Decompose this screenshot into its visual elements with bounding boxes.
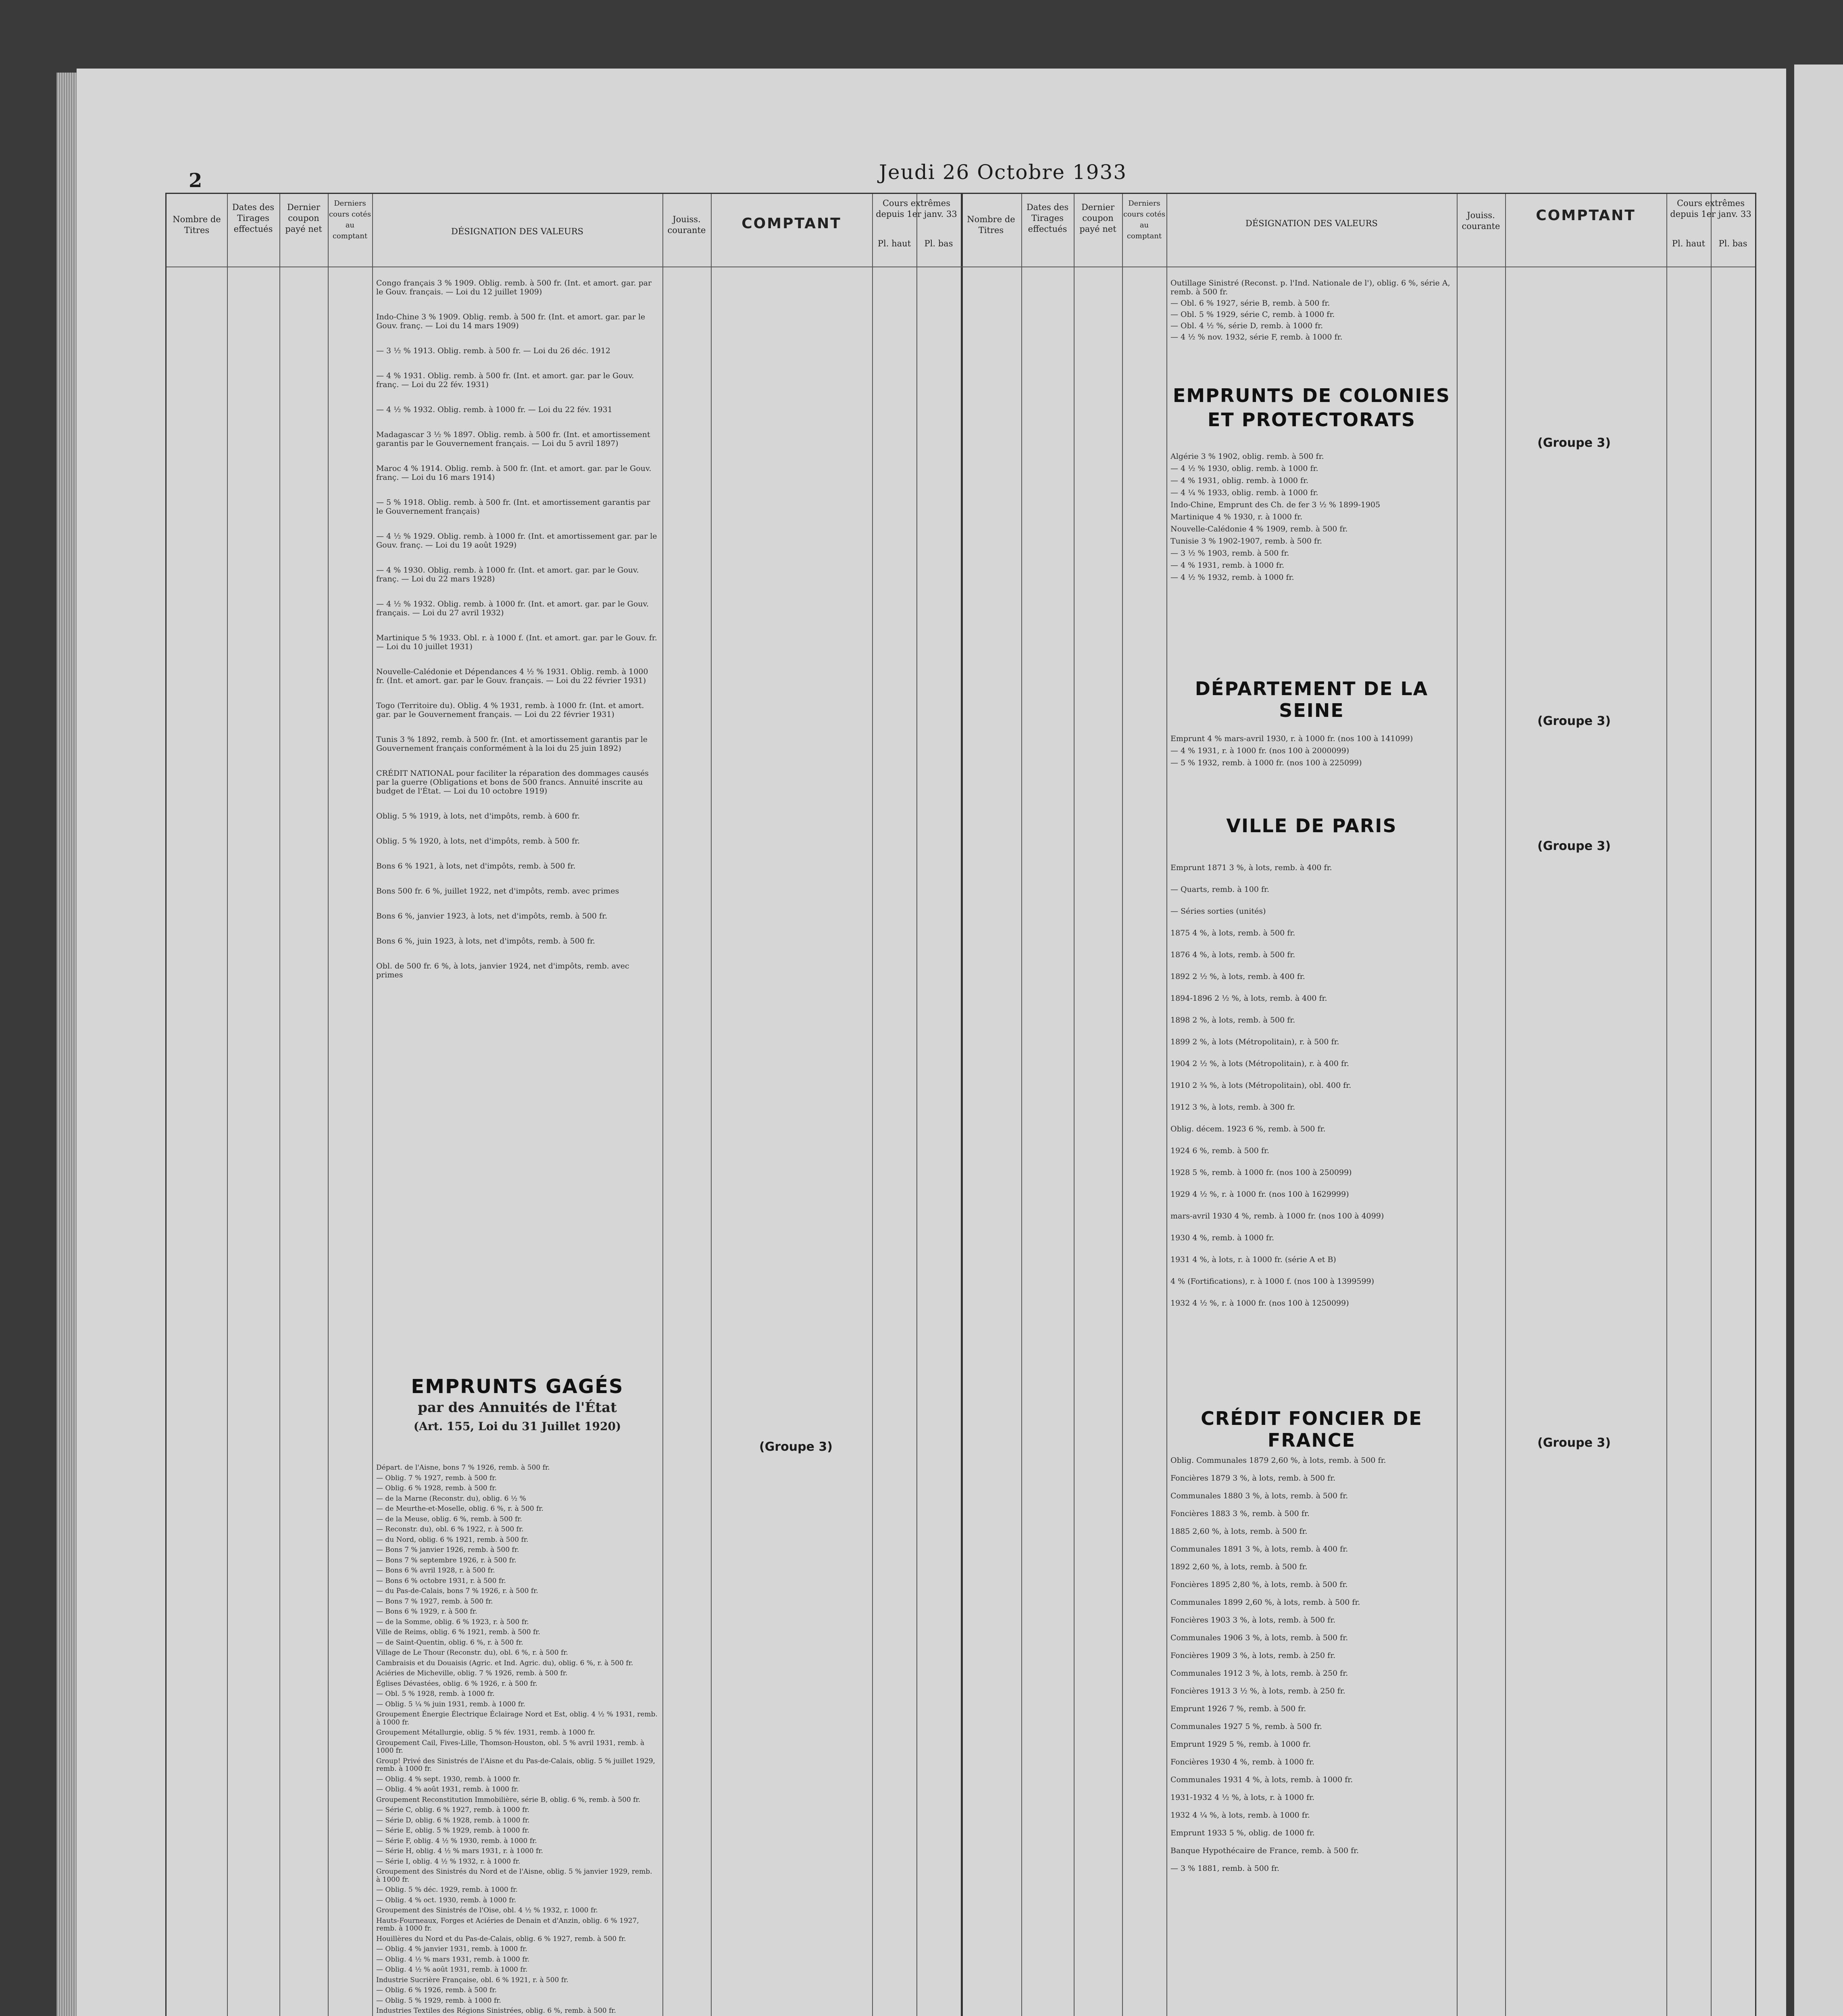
header-extremes-right: Cours extrêmes depuis 1er janv. 33 — [1670, 198, 1751, 219]
designation-entry: Foncières 1913 3 ½ %, à lots, remb. à 250 fr. — [1170, 1687, 1345, 1695]
designation-entry: Emprunt 1871 3 %, à lots, remb. à 400 fr. — [1170, 863, 1332, 872]
designation-entry: — 5 % 1932, remb. à 1000 fr. (nos 100 à 225099) — [1170, 758, 1362, 767]
designation-entry: 4 % (Fortifications), r. à 1000 f. (nos 100 à 1399599) — [1170, 1277, 1374, 1286]
designation-entry: 1932 4 ½ %, r. à 1000 fr. (nos 100 à 1250099) — [1170, 1299, 1349, 1308]
section-seine: DÉPARTEMENT DE LA SEINE — [1195, 678, 1429, 721]
designation-entry: — Bons 7 % septembre 1926, r. à 500 fr. — [376, 1556, 516, 1564]
designation-entry: Communales 1931 4 %, à lots, remb. à 1000 fr. — [1170, 1775, 1353, 1784]
designation-entry: — 4 ½ % 1932. Oblig. remb. à 1000 fr. (Int. et amort. gar. par le Gouv. français. — Loi du 27 avril 1932) — [376, 600, 649, 617]
designation-entry: — Oblig. 6 % 1926, remb. à 500 fr. — [376, 1986, 497, 1994]
header-plbas: Pl. bas — [924, 239, 953, 248]
designation-entry: — Oblig. 4 % oct. 1930, remb. à 1000 fr. — [376, 1896, 516, 1904]
designation-entry: — Bons 6 % octobre 1931, r. à 500 fr. — [376, 1577, 506, 1585]
header-plhaut: Pl. haut — [877, 239, 911, 248]
quotation-table — [165, 193, 1756, 2016]
designation-entry: 1898 2 %, à lots, remb. à 500 fr. — [1170, 1016, 1295, 1025]
designation-entry: Emprunt 1929 5 %, remb. à 1000 fr. — [1170, 1740, 1311, 1749]
designation-entry: — Oblig. 4 ½ % mars 1931, remb. à 1000 fr. — [376, 1955, 530, 1964]
designation-entry: 1930 4 %, remb. à 1000 fr. — [1170, 1233, 1274, 1242]
designation-entry: — Série F, oblig. 4 ½ % 1930, remb. à 1000 fr. — [376, 1837, 537, 1845]
designation-entry: — 4 % 1931, oblig. remb. à 1000 fr. — [1170, 476, 1309, 485]
designation-entry: Ville de Reims, oblig. 6 % 1921, remb. à 500 fr. — [376, 1628, 540, 1636]
designation-entry: 1894-1896 2 ½ %, à lots, remb. à 400 fr. — [1170, 994, 1327, 1003]
designation-entry: Algérie 3 % 1902, oblig. remb. à 500 fr. — [1170, 452, 1324, 461]
page-number: 2 — [189, 169, 202, 192]
designation-entry: 1892 2 ½ %, à lots, remb. à 400 fr. — [1170, 972, 1305, 981]
designation-entry: Foncières 1895 2,80 %, à lots, remb. à 500 fr. — [1170, 1580, 1348, 1589]
designation-entry: — 3 ½ % 1913. Oblig. remb. à 500 fr. — Loi du 26 déc. 1912 — [376, 346, 610, 355]
designation-entry: — Oblig. 4 % sept. 1930, remb. à 1000 fr. — [376, 1775, 521, 1783]
designation-entry: Communales 1912 3 %, à lots, remb. à 250 fr. — [1170, 1669, 1348, 1678]
designation-entry: — Oblig. 4 % janvier 1931, remb. à 1000 fr. — [376, 1945, 527, 1953]
designation-entry: — Oblig. 4 ½ % août 1931, remb. à 1000 fr. — [376, 1966, 528, 1974]
section-emprunts-gages-sub: par des Annuités de l'État — [418, 1400, 617, 1416]
designation-entry: — de la Marne (Reconstr. du), oblig. 6 ½ % — [376, 1494, 526, 1503]
designation-entry: — 4 ½ % nov. 1932, série F, remb. à 1000 fr. — [1170, 333, 1343, 342]
designation-entry: — Série C, oblig. 6 % 1927, remb. à 1000 fr. — [376, 1806, 530, 1814]
designation-entry: 1924 6 %, remb. à 500 fr. — [1170, 1146, 1269, 1155]
designation-entry: 1892 2,60 %, à lots, remb. à 500 fr. — [1170, 1562, 1308, 1571]
designation-entry: — de Meurthe-et-Moselle, oblig. 6 %, r. à 500 fr. — [376, 1505, 544, 1513]
designation-entry: — Bons 7 % 1927, remb. à 500 fr. — [376, 1597, 493, 1606]
header-derniers-right: Derniers cours cotés au comptant — [1123, 199, 1166, 240]
designation-entry: — Obl. 5 % 1929, série C, remb. à 1000 fr. — [1170, 310, 1335, 319]
designation-entry: Outillage Sinistré (Reconst. p. l'Ind. Nationale de l'), oblig. 6 %, série A, remb. à 500 fr. — [1170, 279, 1450, 296]
designation-entry: Madagascar 3 ½ % 1897. Oblig. remb. à 500 fr. (Int. et amortissement garantis par le Gouvernement français. — Loi du 5 avril 1897) — [376, 430, 650, 448]
designation-entry: Aciéries de Micheville, oblig. 7 % 1926, remb. à 500 fr. — [376, 1669, 568, 1677]
designation-entry: — 4 ½ % 1930, oblig. remb. à 1000 fr. — [1170, 464, 1318, 473]
header-dates-right: Dates des Tirages effectués — [1026, 202, 1069, 234]
designation-entry: 1899 2 %, à lots (Métropolitain), r. à 500 fr. — [1170, 1037, 1339, 1046]
designation-entry: 1910 2 ¾ %, à lots (Métropolitain), obl. 400 fr. — [1170, 1081, 1352, 1090]
designation-entry: Oblig. 5 % 1920, à lots, net d'impôts, remb. à 500 fr. — [376, 837, 580, 846]
designation-entry: Tunisie 3 % 1902-1907, remb. à 500 fr. — [1170, 537, 1322, 546]
designation-entry: 1904 2 ½ %, à lots (Métropolitain), r. à 400 fr. — [1170, 1059, 1349, 1068]
designation-entry: Groupement Énergie Électrique Éclairage Nord et Est, oblig. 4 ½ % 1931, remb. à 1000 fr. — [376, 1710, 658, 1727]
header-nombre-right: Nombre de Titres — [967, 215, 1015, 235]
designation-entry: Groupement Reconstitution Immobilière, série B, oblig. 6 %, remb. à 500 fr. — [376, 1795, 641, 1804]
designation-entry: Églises Dévastées, oblig. 6 % 1926, r. à 500 fr. — [376, 1679, 537, 1688]
designation-entry: — de la Somme, oblig. 6 % 1923, r. à 500 fr. — [376, 1618, 529, 1626]
designation-entry: — du Nord, oblig. 6 % 1921, remb. à 500 fr. — [376, 1535, 529, 1544]
designation-entry: Communales 1891 3 %, à lots, remb. à 400 fr. — [1170, 1545, 1348, 1554]
designation-entry: 1928 5 %, remb. à 1000 fr. (nos 100 à 250099) — [1170, 1168, 1352, 1177]
designation-entry: Bons 6 %, janvier 1923, à lots, net d'impôts, remb. à 500 fr. — [376, 912, 608, 921]
right-groupe-colonies: (Groupe 3) — [1537, 436, 1611, 450]
designation-entry: Bons 6 % 1921, à lots, net d'impôts, remb. à 500 fr. — [376, 862, 576, 871]
designation-entry: Foncières 1903 3 %, à lots, remb. à 500 fr. — [1170, 1616, 1336, 1624]
designation-entry: 1875 4 %, à lots, remb. à 500 fr. — [1170, 929, 1295, 937]
section-emprunts-gages: EMPRUNTS GAGÉS — [411, 1375, 624, 1398]
header-plhaut-right: Pl. haut — [1672, 239, 1706, 248]
designation-entry: — 3 % 1881, remb. à 500 fr. — [1170, 1864, 1280, 1873]
designation-entry: — 4 % 1931, r. à 1000 fr. (nos 100 à 2000099) — [1170, 746, 1349, 755]
left-groupe-label: (Groupe 3) — [759, 1440, 833, 1454]
designation-entry: Oblig. Communales 1879 2,60 %, à lots, remb. à 500 fr. — [1170, 1456, 1386, 1465]
designation-entry: Foncières 1909 3 %, à lots, remb. à 250 fr. — [1170, 1651, 1336, 1660]
designation-entry: Houillères du Nord et du Pas-de-Calais, oblig. 6 % 1927, remb. à 500 fr. — [376, 1935, 626, 1943]
designation-entry: — Bons 7 % janvier 1926, remb. à 500 fr. — [376, 1546, 519, 1554]
designation-entry: — du Pas-de-Calais, bons 7 % 1926, r. à 500 fr. — [376, 1587, 538, 1595]
designation-entry: — 3 ½ % 1903, remb. à 500 fr. — [1170, 549, 1289, 558]
designation-entry: Togo (Territoire du). Oblig. 4 % 1931, remb. à 1000 fr. (Int. et amort. gar. par le Gouvernement français. — Loi du 22 février 1931) — [376, 701, 644, 719]
section-emprunts-gages-note: (Art. 155, Loi du 31 Juillet 1920) — [413, 1420, 621, 1433]
designation-entry: — Quarts, remb. à 100 fr. — [1170, 885, 1270, 894]
designation-entry: Obl. de 500 fr. 6 %, à lots, janvier 1924, net d'impôts, remb. avec primes — [376, 962, 629, 979]
header-nombre: Nombre de Titres — [173, 215, 221, 235]
designation-entry: 1929 4 ½ %, r. à 1000 fr. (nos 100 à 1629999) — [1170, 1190, 1349, 1199]
next-page-edge — [1794, 65, 1843, 2016]
designation-entry: Martinique 5 % 1933. Obl. r. à 1000 f. (Int. et amort. gar. par le Gouv. fr. — Loi du 10 juillet 1931) — [376, 633, 657, 651]
designation-entry: — Bons 6 % avril 1928, r. à 500 fr. — [376, 1566, 495, 1574]
designation-entry: — Obl. 4 ½ %, série D, remb. à 1000 fr. — [1170, 321, 1323, 330]
designation-entry: Groupement des Sinistrés de l'Oise, obl. 4 ½ % 1932, r. 1000 fr. — [376, 1906, 598, 1914]
designation-entry: Foncières 1879 3 %, à lots, remb. à 500 fr. — [1170, 1474, 1336, 1483]
designation-entry: — Oblig. 5 % 1929, remb. à 1000 fr. — [376, 1996, 501, 2005]
designation-entry: Indo-Chine 3 % 1909. Oblig. remb. à 500 fr. (Int. et amort. gar. par le Gouv. franç. — Loi du 14 mars 1909) — [376, 312, 646, 330]
designation-entry: — Reconstr. du), obl. 6 % 1922, r. à 500 fr. — [376, 1525, 524, 1533]
header-derniers: Derniers cours cotés au comptant — [329, 199, 371, 240]
designation-entry: 1931 4 %, à lots, r. à 1000 fr. (série A et B) — [1170, 1255, 1336, 1264]
designation-entry: 1876 4 %, à lots, remb. à 500 fr. — [1170, 950, 1295, 959]
designation-entry: Emprunt 1926 7 %, remb. à 500 fr. — [1170, 1704, 1306, 1713]
designation-entry: — 4 ½ % 1932. Oblig. remb. à 1000 fr. — Loi du 22 fév. 1931 — [376, 405, 612, 414]
designation-entry: — Obl. 6 % 1927, série B, remb. à 500 fr. — [1170, 299, 1330, 308]
right-groupe-seine: (Groupe 3) — [1537, 714, 1611, 728]
designation-entry: — 4 ½ % 1929. Oblig. remb. à 1000 fr. (Int. et amortissement gar. par le Gouv. franç. — Loi du 19 août 1929) — [376, 532, 657, 550]
designation-entry: Communales 1880 3 %, à lots, remb. à 500 fr. — [1170, 1491, 1348, 1500]
designation-entry: Group! Privé des Sinistrés de l'Aisne et du Pas-de-Calais, oblig. 5 % juillet 1929, remb. à 1000 fr. — [376, 1757, 655, 1773]
header-jouiss-right: Jouiss. courante — [1462, 210, 1500, 231]
designation-entry: Nouvelle-Calédonie 4 % 1909, remb. à 500 fr. — [1170, 525, 1348, 533]
right-foncier-list — [1170, 1456, 1453, 2016]
right-colonies-list — [1170, 452, 1453, 629]
designation-entry: 1931-1932 4 ½ %, à lots, r. à 1000 fr. — [1170, 1793, 1315, 1802]
designation-entry: — Oblig. 7 % 1927, remb. à 500 fr. — [376, 1474, 497, 1482]
book-spine — [56, 73, 79, 2016]
header-designation: DÉSIGNATION DES VALEURS — [451, 227, 583, 236]
designation-entry: — Bons 6 % 1929, r. à 500 fr. — [376, 1608, 477, 1616]
section-foncier: CRÉDIT FONCIER DE FRANCE — [1201, 1408, 1422, 1451]
designation-entry: Congo français 3 % 1909. Oblig. remb. à 500 fr. (Int. et amort. gar. par le Gouv. français. — Loi du 12 juillet 1909) — [376, 279, 652, 296]
designation-entry: Industries Textiles des Régions Sinistrées, oblig. 6 %, remb. à 500 fr. — [376, 2007, 616, 2015]
designation-entry: 1932 4 ¼ %, à lots, remb. à 1000 fr. — [1170, 1811, 1310, 1820]
designation-entry: Communales 1906 3 %, à lots, remb. à 500 fr. — [1170, 1633, 1348, 1642]
designation-entry: Emprunt 1933 5 %, oblig. de 1000 fr. — [1170, 1829, 1315, 1837]
page-date: Jeudi 26 Octobre 1933 — [879, 160, 1127, 184]
designation-entry: Foncières 1930 4 %, remb. à 1000 fr. — [1170, 1758, 1314, 1766]
header-jouiss: Jouiss. courante — [667, 215, 706, 235]
designation-entry: Communales 1927 5 %, remb. à 500 fr. — [1170, 1722, 1322, 1731]
designation-entry: Groupement Cail, Fives-Lille, Thomson-Houston, obl. 5 % avril 1931, remb. à 1000 fr. — [376, 1739, 645, 1755]
section-colonies: EMPRUNTS DE COLONIES ET PROTECTORATS — [1172, 385, 1451, 431]
designation-entry: Groupement Métallurgie, oblig. 5 % fév. 1931, remb. à 1000 fr. — [376, 1729, 596, 1737]
designation-entry: 1885 2,60 %, à lots, remb. à 500 fr. — [1170, 1527, 1308, 1536]
designation-entry: Maroc 4 % 1914. Oblig. remb. à 500 fr. (Int. et amort. gar. par le Gouv. franç. — Loi du 16 mars 1914) — [376, 464, 652, 482]
header-comptant-right: COMPTANT — [1536, 207, 1636, 224]
right-groupe-paris: (Groupe 3) — [1537, 839, 1611, 853]
designation-entry: — Série D, oblig. 6 % 1928, remb. à 1000 fr. — [376, 1816, 530, 1824]
section-paris: VILLE DE PARIS — [1226, 815, 1397, 837]
header-designation-right: DÉSIGNATION DES VALEURS — [1245, 219, 1378, 228]
designation-entry: Oblig. 5 % 1919, à lots, net d'impôts, remb. à 600 fr. — [376, 812, 580, 821]
designation-entry: CRÉDIT NATIONAL pour faciliter la réparation des dommages causés par la guerre (Obligations et bons de 500 francs. Annuité inscrite au budget de l'État. — Loi du 10 octobre 1919) — [376, 769, 649, 796]
designation-entry: — Oblig. 6 % 1928, remb. à 500 fr. — [376, 1484, 497, 1492]
designation-entry: Tunis 3 % 1892, remb. à 500 fr. (Int. et amortissement garantis par le Gouvernement français conformément à la loi du 25 juin 1892) — [376, 735, 648, 753]
designation-entry: — 4 ½ % 1932, remb. à 1000 fr. — [1170, 573, 1294, 582]
header-coupon: Dernier coupon payé net — [285, 202, 322, 234]
designation-entry: — Oblig. 5 % déc. 1929, remb. à 1000 fr. — [376, 1886, 518, 1894]
header-plbas-right: Pl. bas — [1718, 239, 1747, 248]
designation-entry: Indo-Chine, Emprunt des Ch. de fer 3 ½ % 1899-1905 — [1170, 500, 1381, 509]
designation-entry: Village de Le Thour (Reconstr. du), obl. 6 %, r. à 500 fr. — [376, 1649, 568, 1657]
designation-entry: Cambraisis et du Douaisis (Agric. et Ind. Agric. du), oblig. 6 %, r. à 500 fr. — [376, 1659, 633, 1667]
designation-entry: Nouvelle-Calédonie et Dépendances 4 ½ % 1931. Oblig. remb. à 1000 fr. (Int. et amort. gar. par le Gouv. français. — Loi du 22 février 1931) — [376, 667, 648, 685]
designation-entry: Hauts-Fourneaux, Forges et Aciéries de Denain et d'Anzin, oblig. 6 % 1927, remb. à 1000 fr. — [376, 1916, 639, 1933]
left-designation-list — [376, 279, 658, 1327]
designation-entry: 1912 3 %, à lots, remb. à 300 fr. — [1170, 1103, 1295, 1112]
designation-entry: — 4 % 1931. Oblig. remb. à 500 fr. (Int. et amort. gar. par le Gouv. franç. — Loi du 22 fév. 1931) — [376, 371, 634, 389]
designation-entry: Industrie Sucrière Française, obl. 6 % 1921, r. à 500 fr. — [376, 1976, 569, 1984]
designation-entry: Martinique 4 % 1930, r. à 1000 fr. — [1170, 512, 1303, 521]
designation-entry: — 4 % 1930. Oblig. remb. à 1000 fr. (Int. et amort. gar. par le Gouv. franç. — Loi du 22 mars 1928) — [376, 566, 639, 583]
header-extremes: Cours extrêmes depuis 1er janv. 33 — [876, 198, 957, 219]
designation-entry: Bons 500 fr. 6 %, juillet 1922, net d'impôts, remb. avec primes — [376, 887, 619, 896]
designation-entry: Groupement des Sinistrés du Nord et de l'Aisne, oblig. 5 % janvier 1929, remb. à 1000 fr. — [376, 1868, 652, 1884]
right-groupe-foncier: (Groupe 3) — [1537, 1436, 1611, 1450]
header-coupon-right: Dernier coupon payé net — [1079, 202, 1116, 234]
header-dates: Dates des Tirages effectués — [232, 202, 275, 234]
designation-entry: — Séries sorties (unités) — [1170, 907, 1266, 916]
designation-entry: — de Saint-Quentin, oblig. 6 %, r. à 500 fr. — [376, 1638, 523, 1647]
designation-entry: Bons 6 %, juin 1923, à lots, net d'impôts, remb. à 500 fr. — [376, 937, 595, 946]
designation-entry: — Série E, oblig. 5 % 1929, remb. à 1000 fr. — [376, 1826, 530, 1835]
designation-entry: — Oblig. 5 ¼ % juin 1931, remb. à 1000 fr. — [376, 1700, 525, 1708]
designation-entry: Foncières 1883 3 %, remb. à 500 fr. — [1170, 1509, 1310, 1518]
designation-entry: — 4 ¼ % 1933, oblig. remb. à 1000 fr. — [1170, 488, 1318, 497]
left-gages-list — [376, 1464, 658, 2016]
designation-entry: Départ. de l'Aisne, bons 7 % 1926, remb. à 500 fr. — [376, 1464, 550, 1472]
designation-entry: — Série H, oblig. 4 ½ % mars 1931, r. à 1000 fr. — [376, 1847, 543, 1855]
designation-entry: Oblig. décem. 1923 6 %, remb. à 500 fr. — [1170, 1125, 1326, 1133]
designation-entry: — Série I, oblig. 4 ½ % 1932, r. à 1000 fr. — [376, 1857, 521, 1866]
designation-entry: Banque Hypothécaire de France, remb. à 500 fr. — [1170, 1846, 1359, 1855]
designation-entry: mars-avril 1930 4 %, remb. à 1000 fr. (nos 100 à 4099) — [1170, 1212, 1384, 1220]
designation-entry: — de la Meuse, oblig. 6 %, remb. à 500 fr. — [376, 1515, 522, 1523]
designation-entry: Communales 1899 2,60 %, à lots, remb. à 500 fr. — [1170, 1598, 1360, 1607]
designation-entry: — 5 % 1918. Oblig. remb. à 500 fr. (Int. et amortissement garantis par le Gouvernement français) — [376, 498, 650, 516]
designation-entry: — Oblig. 4 % août 1931, remb. à 1000 fr. — [376, 1785, 519, 1793]
right-seine-list — [1170, 734, 1453, 795]
header-comptant: COMPTANT — [741, 215, 841, 232]
right-outillage-list — [1170, 279, 1453, 375]
designation-entry: — 4 % 1931, remb. à 1000 fr. — [1170, 561, 1285, 570]
designation-entry: — Obl. 5 % 1928, remb. à 1000 fr. — [376, 1690, 495, 1698]
designation-entry: Emprunt 4 % mars-avril 1930, r. à 1000 fr. (nos 100 à 141099) — [1170, 734, 1413, 743]
